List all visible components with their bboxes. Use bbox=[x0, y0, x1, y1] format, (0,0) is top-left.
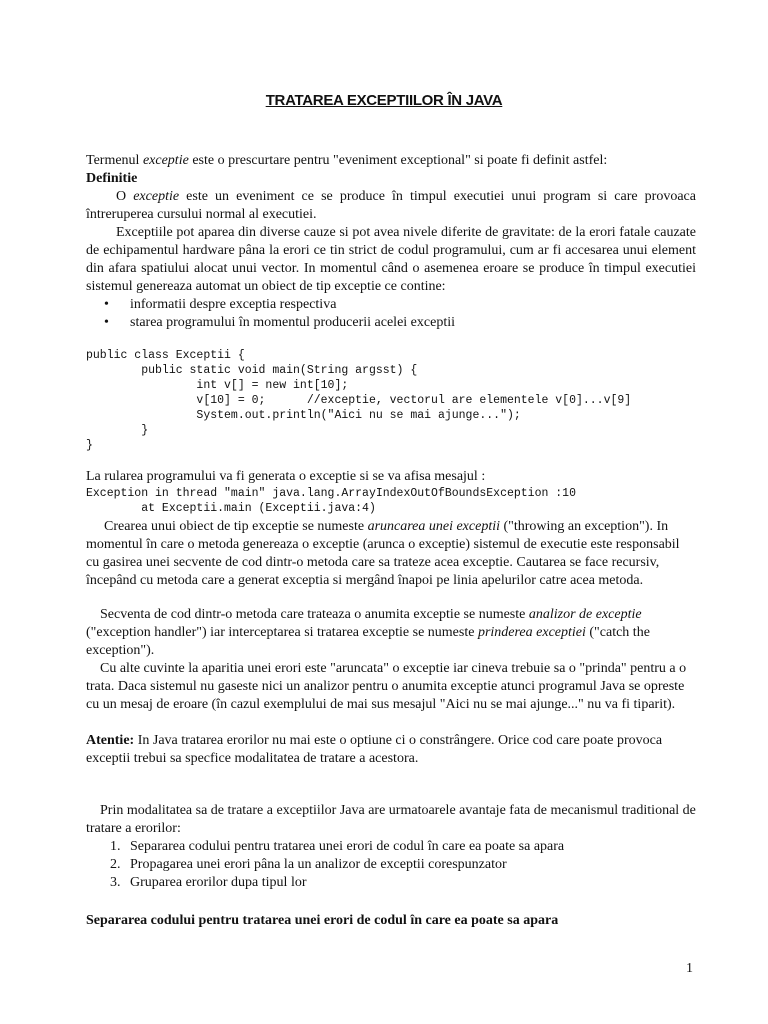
code-line: public static void main(String argsst) { bbox=[86, 364, 418, 377]
definition-paragraph-1: O exceptie este un eveniment ce se produce în timpul executiei unui program si care provoaca întreruperea cursului normal al executiei. bbox=[86, 189, 696, 222]
intro-text-end: este o prescurtare pentru "eveniment exceptional" si poate fi definit astfel: bbox=[188, 153, 608, 168]
definition-term: exceptie bbox=[133, 189, 180, 204]
code-line: public class Exceptii { bbox=[86, 349, 245, 362]
code-line: } bbox=[86, 439, 93, 452]
definitie-heading: Definitie bbox=[86, 171, 138, 186]
intro-paragraph bbox=[86, 152, 696, 170]
definition-paragraph-2: Exceptiile pot aparea din diverse cauze si pot avea nivele diferite de gravitate: de la erori fatale cauzate de echipamentul hardware pâna la erori ce tin strict de codul programului, cum ar fi accesarea unui element din afara spatiului alocat unui vector. In momentul când o asemenea eroare se produce în timpul executiei sistemul genereaza automat un obiect de tip exceptie ce contine: bbox=[86, 225, 696, 294]
code-block bbox=[86, 348, 631, 453]
aruncare-term: aruncarea unei exceptii bbox=[367, 519, 500, 534]
code-line: System.out.println("Aici nu se mai ajunge..."); bbox=[86, 409, 521, 422]
numbered-item: 2. Propagarea unei erori pâna la un analizor de exceptii corespunzator bbox=[110, 857, 507, 872]
code-line: v[10] = 0; //exceptie, vectorul are elementele v[0]...v[9] bbox=[86, 394, 632, 407]
analizor-paragraph: Secventa de cod dintr-o metoda care trateaza o anumita exceptie se numeste analizor de exceptie ("exception handler") iar interceptarea si tratarea exceptie se numeste prinderea exceptiei ("catch the exception"). bbox=[86, 607, 650, 658]
bullet-icon: • bbox=[104, 297, 109, 312]
code-line: int v[] = new int[10]; bbox=[86, 379, 349, 392]
analizor-term: analizor de exceptie bbox=[528, 607, 642, 622]
bullet-item: • informatii despre exceptia respectiva bbox=[104, 297, 337, 312]
prinderea-term: prinderea exceptiei bbox=[477, 625, 586, 640]
rulare-paragraph: La rularea programului va fi generata o exceptie si se va afisa mesajul : bbox=[86, 469, 486, 484]
section-heading: Separarea codului pentru tratarea unei erori de codul în care ea poate sa apara bbox=[86, 913, 559, 928]
exception-output bbox=[86, 486, 576, 516]
intro-term: exceptie bbox=[142, 153, 189, 168]
output-line: at Exceptii.main (Exceptii.java:4) bbox=[86, 502, 376, 515]
numbered-item: 1. Separarea codului pentru tratarea unei erori de codul în care ea poate sa apara bbox=[110, 839, 565, 854]
aruncare-paragraph: Crearea unui obiect de tip exceptie se numeste aruncarea unei exceptii ("throwing an exception"). In momentul în care o metoda genereaza o exceptie (arunca o exceptie) sistemul de executie este responsabil cu gasirea unei secvente de cod dintr-o metoda care sa trateze acea exceptie. Cautarea se face recursiv, începând cu metoda care a generat exceptia si mergând înapoi pe linia apelurilor catre acea metoda. bbox=[86, 519, 680, 588]
atentie-label: Atentie: bbox=[86, 733, 135, 748]
document-title: TRATAREA EXCEPTIILOR ÎN JAVA bbox=[265, 92, 503, 109]
bullet-icon: • bbox=[104, 315, 109, 330]
cu-alte-paragraph: Cu alte cuvinte la aparitia unei erori este "aruncata" o exceptie iar cineva trebuie sa o "prinda" pentru a o trata. Daca sistemul nu gaseste nici un analizor pentru o anumita exceptie atunci programul Java se opreste cu un mesaj de eroare (în cazul exemplului de mai sus mesajul "Aici nu se mai ajunge..." nu va fi tiparit). bbox=[86, 661, 687, 712]
avantaje-paragraph: Prin modalitatea sa de tratare a exceptiilor Java are urmatoarele avantaje fata de mecanismul traditional de tratare a erorilor: bbox=[86, 803, 696, 836]
atentie-paragraph: Atentie: In Java tratarea erorilor nu mai este o optiune ci o constrângere. Orice cod care poate provoca exceptii trebui sa specfice modalitatea de tratare a acestora. bbox=[86, 733, 663, 766]
code-line: } bbox=[86, 424, 149, 437]
output-line: Exception in thread "main" java.lang.ArrayIndexOutOfBoundsException :10 bbox=[86, 487, 576, 500]
intro-text: Termenul bbox=[86, 153, 143, 168]
page-number: 1 bbox=[686, 961, 693, 976]
numbered-item: 3. Gruparea erorilor dupa tipul lor bbox=[110, 875, 307, 890]
bullet-item: • starea programului în momentul producerii acelei exceptii bbox=[104, 315, 455, 330]
